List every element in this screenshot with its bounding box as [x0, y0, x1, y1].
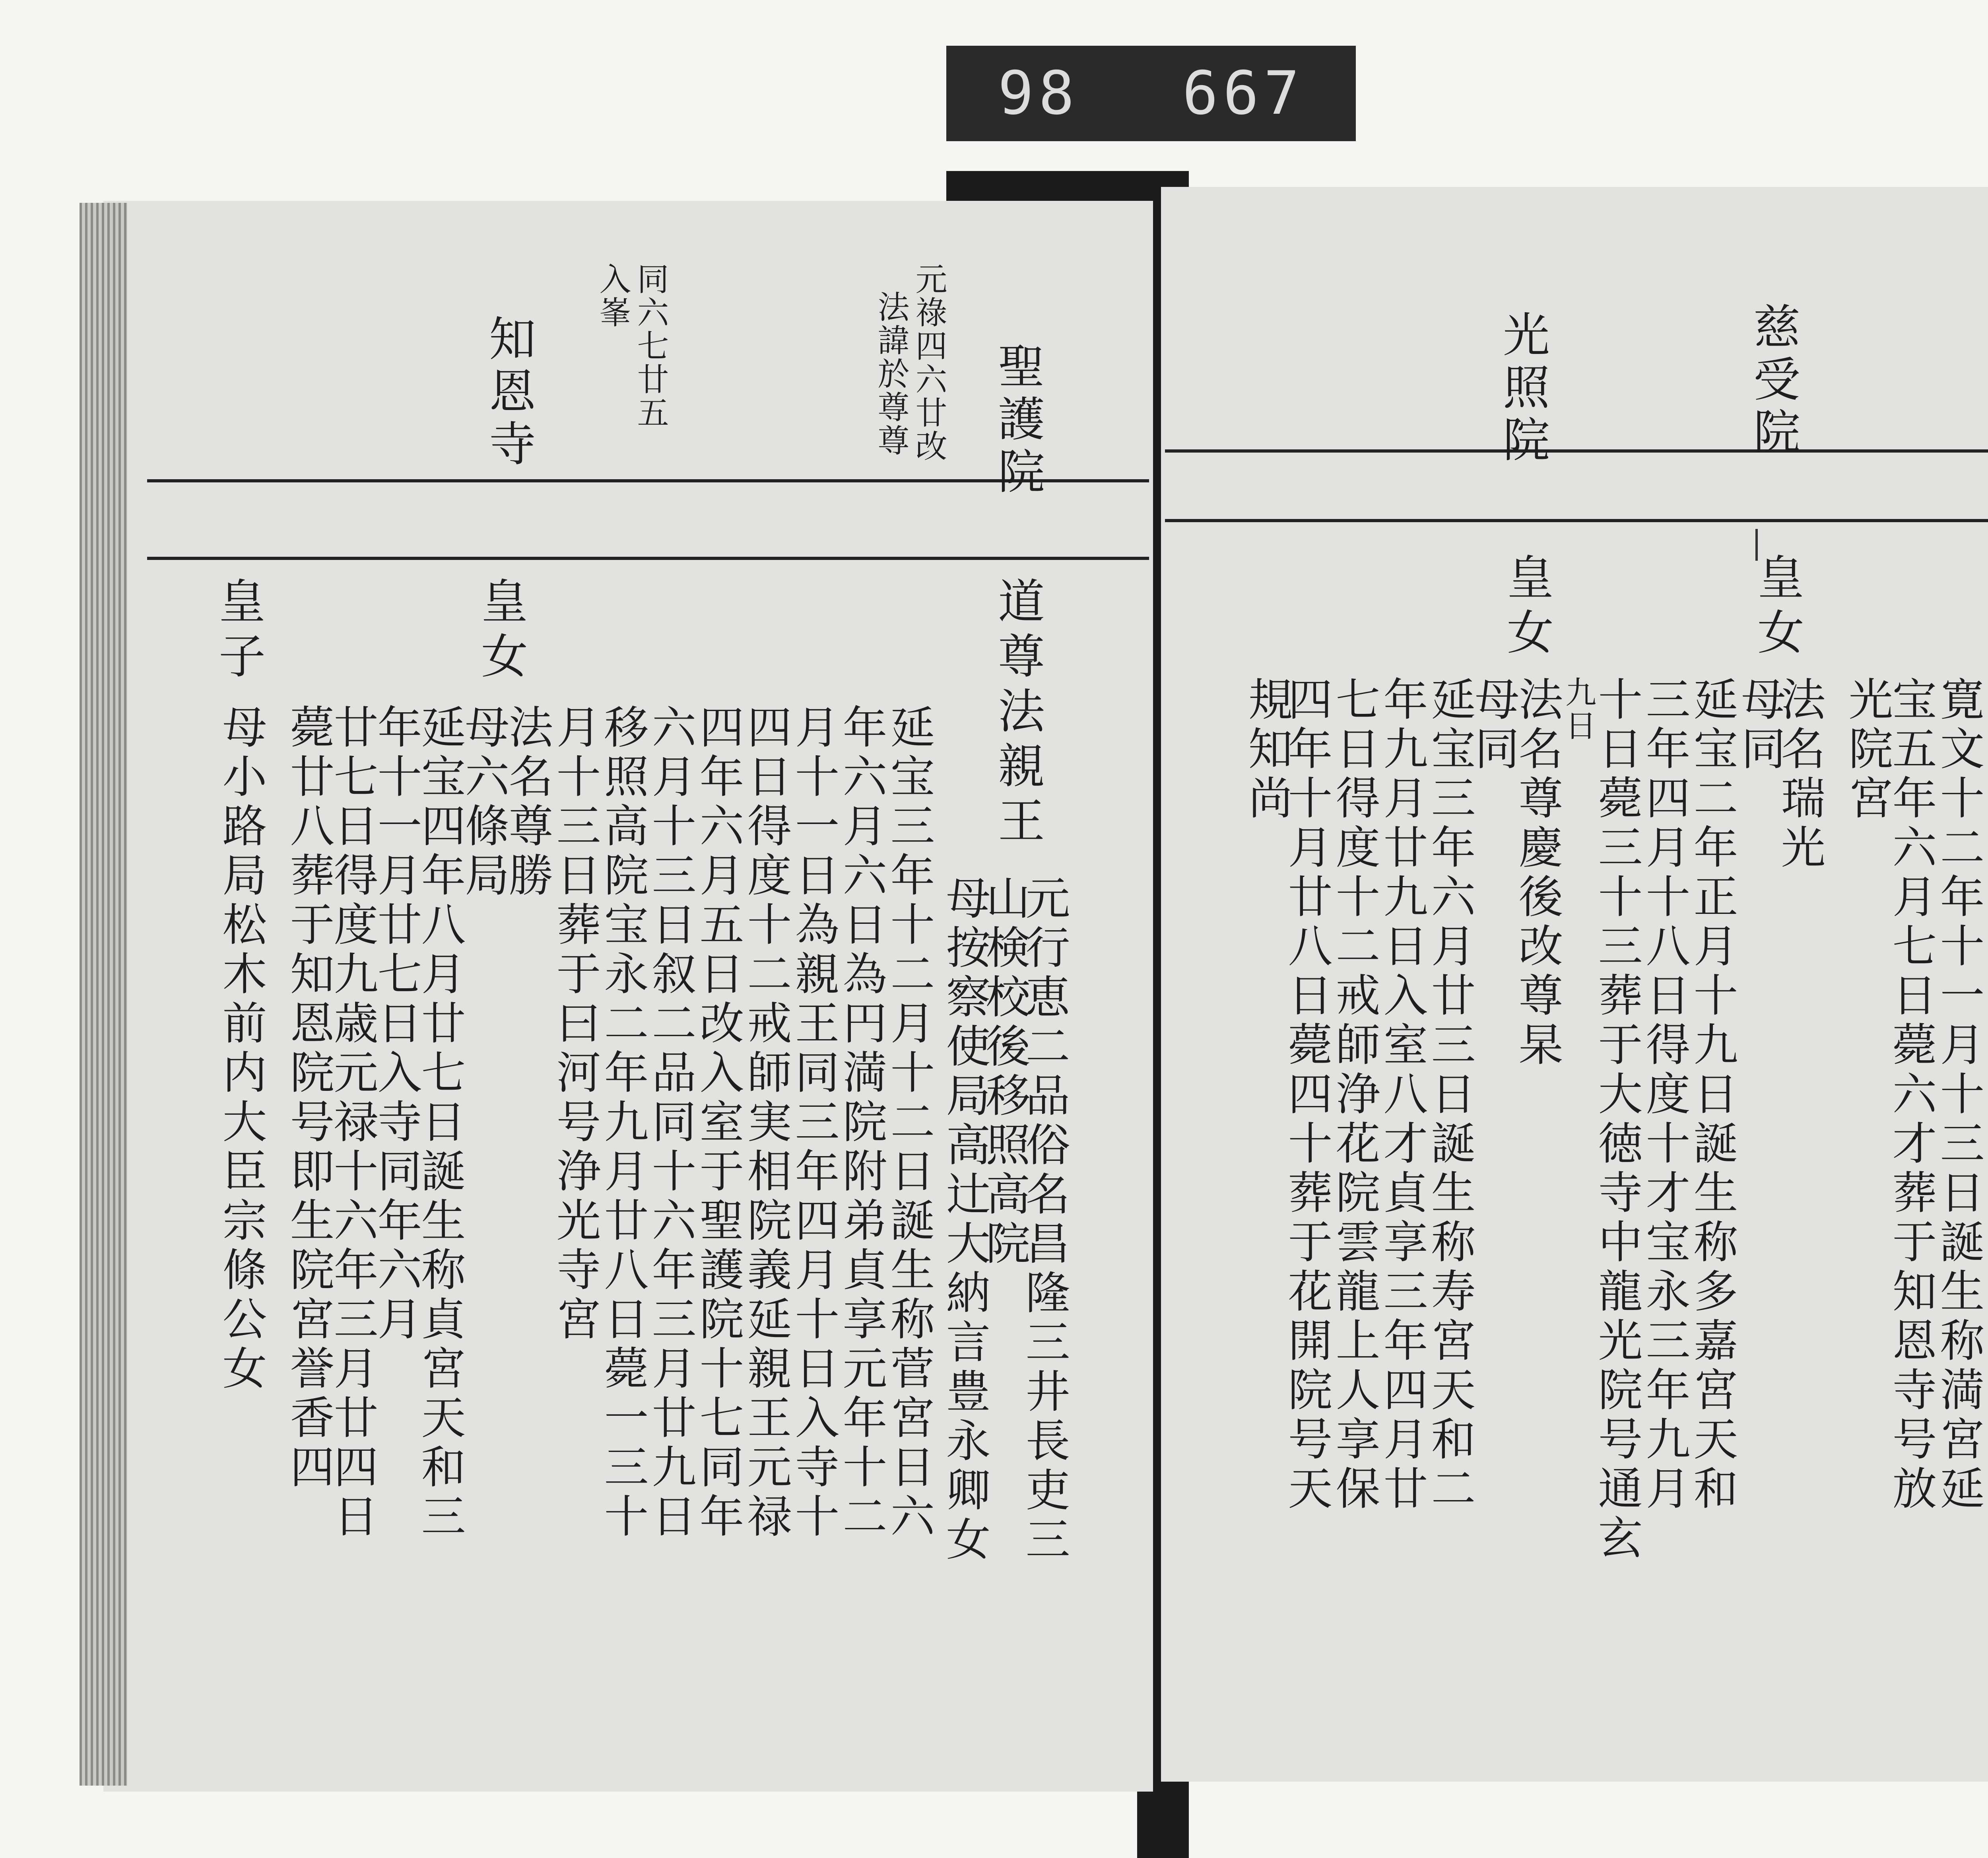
entry-col: 六月十三日叙二品同十六年三月廿九日: [645, 704, 696, 1542]
entry-col: 廿七日得度九歳元禄十六年三月廿四日: [326, 704, 378, 1542]
label-right-number: 667: [1182, 59, 1305, 128]
entry-col: 母同: [1468, 676, 1519, 775]
entry-col: 母小路局松木前内大臣宗條公女: [215, 704, 267, 1394]
entry-col: 薨廿八葬于知恩院号即生院宮誉香四: [283, 704, 334, 1493]
entry-col: 山検校後移照高院: [978, 875, 1030, 1269]
heading-shogoin: 聖護院: [990, 342, 1045, 499]
entry-col: 元行恵二品俗名昌隆三井長吏三: [1018, 875, 1070, 1565]
entry-col: 月十一日為親王同三年四月十日入寺十: [788, 704, 839, 1542]
entry-col: 三年四月十八日得度十才宝永三年九月: [1639, 676, 1690, 1514]
label-left-number: 98: [998, 59, 1079, 128]
entry-title-kojo-zuiko: 皇女: [1749, 553, 1804, 663]
entry-col: 法名尊慶後改尊杲: [1511, 676, 1563, 1071]
entry-col: 宝五年六月七日薨六才葬于知恩寺号放: [1885, 676, 1937, 1514]
call-number-label: [946, 46, 1356, 141]
entry-col: 寛文十二年十一月十三日誕生称満宮延: [1933, 676, 1984, 1514]
heading-chionji-note-1: 同六七廿五: [632, 262, 669, 430]
left-page-edge: [80, 203, 127, 1786]
entry-col: 規知尚: [1241, 676, 1293, 824]
entry-col: 九日: [1560, 676, 1596, 743]
entry-col: 延宝四年八月廿七日誕生称貞宮天和三: [414, 704, 466, 1542]
left-lower-rule: [147, 557, 1149, 560]
right-lower-rule: [1165, 519, 1988, 522]
heading-chionji-note-2: 入峯: [594, 262, 631, 329]
heading-koshoin-b: 光照院: [1495, 310, 1550, 468]
entry-col: 延宝三年六月廿三日誕生称寿宮天和二: [1424, 676, 1475, 1514]
entry-title-dosonho-shinno: 道尊法親王: [990, 577, 1045, 851]
entry-col: 母六條局: [458, 704, 509, 901]
entry-col: 四年十月廿八日薨四十葬于花開院号天: [1281, 676, 1332, 1514]
heading-jiju: 慈受院: [1745, 302, 1800, 460]
entry-title-koshi: 皇子: [211, 577, 266, 686]
entry-col: 法名瑞光: [1774, 676, 1825, 873]
entry-col: 四日得度十二戒師実相院義延親王元禄: [740, 704, 792, 1542]
entry-col: 十日薨三十三葬于大徳寺中龍光院号通玄: [1591, 676, 1642, 1564]
entry-col: 年九月廿九日入室八才貞享三年四月廿: [1376, 676, 1428, 1514]
entry-col: 年十一月廿七日入寺同年六月: [370, 704, 422, 1345]
entry-col: 年六月六日為円満院附弟貞享元年十二: [835, 704, 887, 1542]
entry-col: 光院宮: [1841, 676, 1893, 824]
entry-col: 法名尊勝: [501, 704, 553, 901]
entry-col: 月十三日葬于曰河号浄光寺宮: [549, 704, 601, 1345]
entry-col: 延宝三年十二月十二日誕生称菅宮日六: [883, 704, 935, 1542]
entry-col: 七日得度十二戒師浄花院雲龍上人享保: [1328, 676, 1380, 1514]
right-upper-rule: [1165, 449, 1988, 453]
entry-col: 母按察使局高辻大納言豊永卿女: [939, 875, 990, 1565]
entry-col: 延宝二年正月十九日誕生称多嘉宮天和: [1686, 676, 1738, 1514]
entry-title-kojo: 皇女: [473, 577, 528, 686]
heading-shogoin-note-1: 元祿四六廿改: [910, 262, 947, 463]
entry-col: 四年六月五日改入室于聖護院十七同年: [692, 704, 744, 1542]
heading-shogoin-note-2: 法諱於尊尊: [872, 290, 909, 457]
entry-col: 母同: [1734, 676, 1786, 775]
entry-col: 移照高院宝永二年九月廿八日薨一三十: [597, 704, 648, 1542]
entry-title-kojo-sonkei: 皇女: [1499, 553, 1554, 663]
heading-chionji: 知恩寺: [481, 314, 536, 472]
